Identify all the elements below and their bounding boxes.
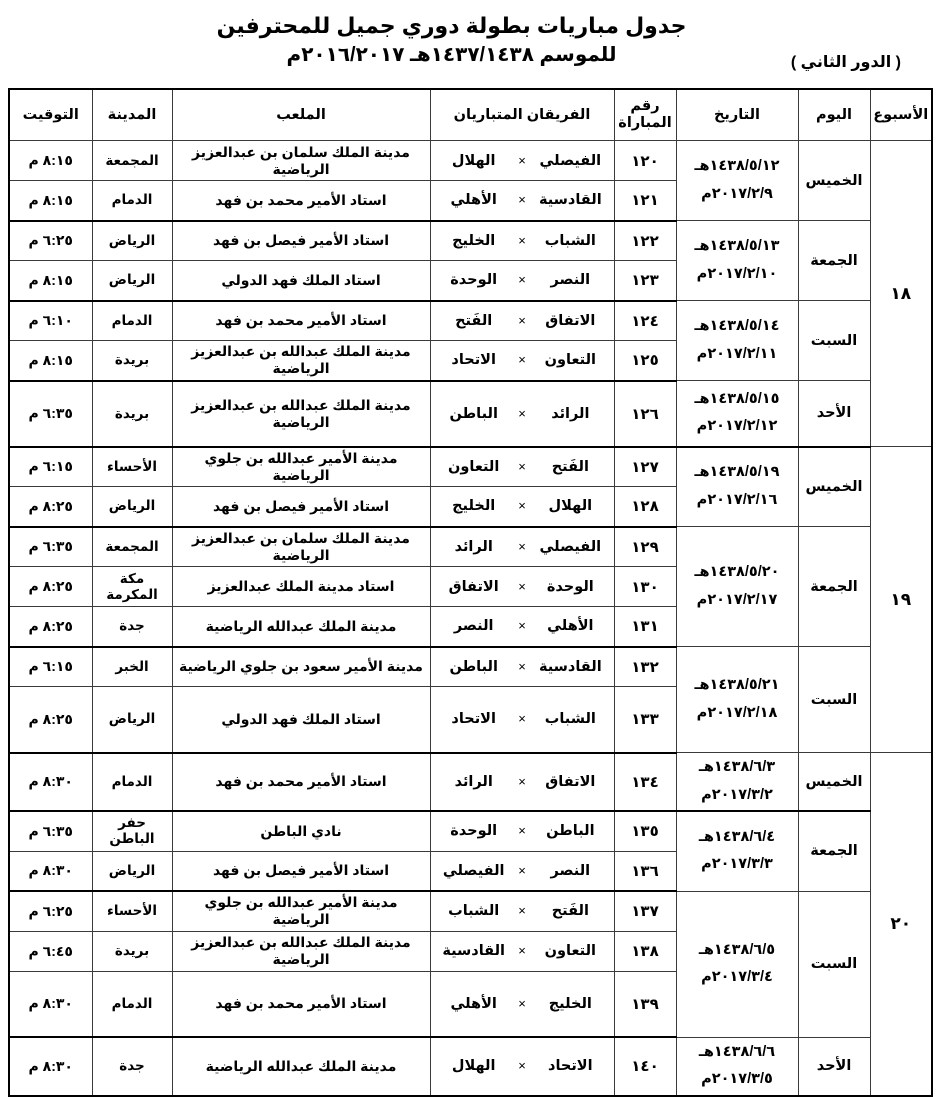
col-header-match-no-line1: رقم [630, 98, 660, 115]
teams-cell [430, 891, 614, 931]
day-name-cell: السبت [798, 891, 870, 1037]
versus-symbol: × [518, 152, 526, 168]
versus-symbol: × [518, 458, 526, 474]
date-cell [676, 221, 798, 301]
team-b: الوحدة [450, 823, 498, 840]
team-a: الفَتح [551, 458, 589, 475]
team-a: الهلال [548, 498, 593, 515]
stadium-cell: استاد الأمير محمد بن فهد [172, 971, 430, 1037]
time-cell: ٦:١٥ م [9, 447, 92, 487]
teams-cell [430, 851, 614, 891]
date-cell [676, 447, 798, 527]
stadium-cell: مدينة الأمير عبدالله بن جلوي الرياضية [172, 447, 430, 487]
city-cell: بريدة [92, 341, 172, 381]
match-number-cell: ١٢٤ [614, 301, 676, 341]
time-cell: ٦:٣٥ م [9, 527, 92, 567]
team-a: القادسية [538, 658, 602, 675]
teams-cell [430, 647, 614, 687]
hijri-date: ١٤٣٨/٥/١٩هـ [694, 464, 780, 481]
versus-symbol: × [518, 823, 526, 839]
round-label: ( الدور الثاني ) [790, 54, 901, 71]
col-header-teams: الفريقان المتباريان [430, 89, 614, 141]
schedule-table-wrap [10, 88, 933, 1097]
date-cell [676, 141, 798, 221]
hijri-date: ١٤٣٨/٥/١٥هـ [694, 390, 780, 407]
versus-symbol: × [518, 1058, 526, 1074]
team-b: الفيصلي [442, 862, 505, 879]
stadium-cell: استاد الأمير محمد بن فهد [172, 181, 430, 221]
date-cell [676, 647, 798, 753]
match-number-cell: ١٢٦ [614, 381, 676, 447]
col-header-match-no-line2: المباراة [618, 115, 672, 131]
match-number-cell: ١٢٢ [614, 221, 676, 261]
stadium-cell: استاد الأمير محمد بن فهد [172, 301, 430, 341]
table-row [9, 753, 932, 812]
col-header-city: المدينة [92, 89, 172, 141]
city-cell: الدمام [92, 181, 172, 221]
city-cell: الرياض [92, 221, 172, 261]
teams-cell [430, 301, 614, 341]
teams-cell [430, 527, 614, 567]
day-name-cell: الجمعة [798, 527, 870, 647]
time-cell: ٨:١٥ م [9, 261, 92, 301]
day-name-cell: الخميس [798, 753, 870, 812]
teams-cell [430, 753, 614, 812]
versus-symbol: × [518, 272, 526, 288]
city-cell: الخبر [92, 647, 172, 687]
week-number-cell: ١٨ [870, 141, 932, 447]
versus-symbol: × [518, 658, 526, 674]
time-cell: ٨:٣٠ م [9, 753, 92, 812]
match-number-cell: ١٢٩ [614, 527, 676, 567]
city-cell: مكة المكرمة [92, 567, 172, 607]
team-a: النصر [550, 272, 591, 289]
city-cell: الأحساء [92, 891, 172, 931]
city-cell: الرياض [92, 487, 172, 527]
team-a: الاتفاق [545, 773, 596, 790]
team-a: النصر [550, 862, 591, 879]
stadium-cell: مدينة الملك عبدالله الرياضية [172, 607, 430, 647]
team-a: الوحدة [546, 578, 594, 595]
header-row [9, 89, 932, 141]
gregorian-date: ٢٠١٧/٣/٢م [701, 786, 773, 803]
versus-symbol: × [518, 232, 526, 248]
match-number-cell: ١٣٨ [614, 931, 676, 971]
versus-symbol: × [518, 192, 526, 208]
team-b: الرائد [454, 773, 493, 790]
col-header-stadium: الملعب [172, 89, 430, 141]
hijri-date: ١٤٣٨/٦/٥هـ [698, 941, 776, 958]
table-row [9, 811, 932, 851]
team-b: الهلال [451, 1058, 496, 1075]
team-b: النصر [453, 618, 494, 635]
stadium-cell: مدينة الملك عبدالله بن عبدالعزيز الرياضية [172, 381, 430, 447]
teams-cell [430, 221, 614, 261]
city-cell: حفر الباطن [92, 811, 172, 851]
versus-symbol: × [518, 995, 526, 1011]
city-cell: بريدة [92, 381, 172, 447]
match-number-cell: ١٢٠ [614, 141, 676, 181]
col-header-day: اليوم [798, 89, 870, 141]
time-cell: ٨:١٥ م [9, 141, 92, 181]
team-a: القادسية [538, 192, 602, 209]
team-a: الاتفاق [545, 312, 596, 329]
team-a: الخليج [548, 995, 592, 1012]
team-b: الفَتح [455, 312, 493, 329]
city-cell: بريدة [92, 931, 172, 971]
match-number-cell: ١٣٧ [614, 891, 676, 931]
date-cell [676, 527, 798, 647]
city-cell: المجمعة [92, 141, 172, 181]
team-a: الباطن [546, 823, 595, 840]
match-number-cell: ١٤٠ [614, 1037, 676, 1096]
time-cell: ٦:٢٥ م [9, 221, 92, 261]
stadium-cell: استاد الأمير فيصل بن فهد [172, 221, 430, 261]
versus-symbol: × [518, 862, 526, 878]
stadium-cell: مدينة الملك سلمان بن عبدالعزيز الرياضية [172, 141, 430, 181]
team-b: الباطن [449, 405, 498, 422]
team-b: الشباب [448, 903, 500, 920]
team-a: الشباب [544, 232, 596, 249]
hijri-date: ١٤٣٨/٥/١٢هـ [694, 157, 780, 174]
stadium-cell: استاد مدينة الملك عبدالعزيز [172, 567, 430, 607]
table-row [9, 301, 932, 341]
gregorian-date: ٢٠١٧/٣/٥م [701, 1071, 773, 1088]
stadium-cell: مدينة الملك عبدالله بن عبدالعزيز الرياضية [172, 931, 430, 971]
teams-cell [430, 261, 614, 301]
team-a: الفَتح [551, 903, 589, 920]
team-b: الاتحاد [451, 711, 496, 728]
hijri-date: ١٤٣٨/٦/٣هـ [698, 759, 776, 775]
match-number-cell: ١٣٦ [614, 851, 676, 891]
city-cell: الرياض [92, 851, 172, 891]
stadium-cell: استاد الأمير فيصل بن فهد [172, 851, 430, 891]
hijri-date: ١٤٣٨/٥/٢٠هـ [694, 563, 780, 580]
day-name-cell: الأحد [798, 381, 870, 447]
versus-symbol: × [518, 498, 526, 514]
gregorian-date: ٢٠١٧/٣/٤م [701, 969, 773, 986]
page-title: جدول مباريات بطولة دوري جميل للمحترفين [216, 13, 687, 38]
time-cell: ٨:٣٠ م [9, 1037, 92, 1096]
day-name-cell: الخميس [798, 447, 870, 527]
date-cell [676, 811, 798, 891]
col-header-time: التوقيت [9, 89, 92, 141]
match-number-cell: ١٣٤ [614, 753, 676, 812]
team-a: التعاون [544, 352, 596, 369]
match-number-cell: ١٣١ [614, 607, 676, 647]
table-row [9, 141, 932, 181]
team-b: التعاون [448, 458, 500, 475]
team-b: الاتحاد [451, 352, 496, 369]
time-cell: ٨:٢٥ م [9, 687, 92, 753]
match-number-cell: ١٢٨ [614, 487, 676, 527]
col-header-week: الأسبوع [870, 89, 932, 141]
team-a: الاتحاد [548, 1058, 593, 1075]
team-b: الأهلي [450, 192, 497, 209]
day-name-cell: الجمعة [798, 811, 870, 891]
table-row [9, 221, 932, 261]
match-number-cell: ١٣٥ [614, 811, 676, 851]
team-b: الاتفاق [448, 578, 499, 595]
table-header [9, 89, 932, 141]
date-cell [676, 1037, 798, 1096]
versus-symbol: × [518, 903, 526, 919]
team-b: القادسية [442, 943, 506, 960]
city-cell: الرياض [92, 261, 172, 301]
team-a: الفيصلي [539, 538, 602, 555]
city-cell: جدة [92, 607, 172, 647]
day-name-cell: الخميس [798, 141, 870, 221]
hijri-date: ١٤٣٨/٦/٤هـ [698, 828, 776, 845]
gregorian-date: ٢٠١٧/٢/٩م [701, 185, 773, 202]
city-cell: المجمعة [92, 527, 172, 567]
table-row [9, 527, 932, 567]
gregorian-date: ٢٠١٧/٢/١٠م [696, 265, 778, 282]
table-row [9, 381, 932, 447]
gregorian-date: ٢٠١٧/٢/١٢م [696, 418, 778, 435]
team-b: الباطن [449, 658, 498, 675]
teams-cell [430, 607, 614, 647]
team-a: الشباب [544, 711, 596, 728]
stadium-cell: مدينة الملك سلمان بن عبدالعزيز الرياضية [172, 527, 430, 567]
teams-cell [430, 381, 614, 447]
city-cell: الرياض [92, 687, 172, 753]
time-cell: ٨:٢٥ م [9, 567, 92, 607]
time-cell: ٨:٣٠ م [9, 851, 92, 891]
time-cell: ٨:١٥ م [9, 181, 92, 221]
day-name-cell: السبت [798, 301, 870, 381]
date-cell [676, 753, 798, 812]
gregorian-date: ٢٠١٧/٢/١١م [696, 345, 778, 362]
versus-symbol: × [518, 312, 526, 328]
team-b: الخليج [452, 498, 496, 515]
gregorian-date: ٢٠١٧/٢/١٧م [696, 591, 778, 608]
teams-cell [430, 447, 614, 487]
hijri-date: ١٤٣٨/٥/١٤هـ [694, 317, 780, 334]
match-number-cell: ١٣٣ [614, 687, 676, 753]
table-row [9, 647, 932, 687]
versus-symbol: × [518, 538, 526, 554]
versus-symbol: × [518, 578, 526, 594]
time-cell: ٦:٢٥ م [9, 891, 92, 931]
stadium-cell: استاد الأمير فيصل بن فهد [172, 487, 430, 527]
city-cell: الدمام [92, 971, 172, 1037]
time-cell: ٦:٣٥ م [9, 381, 92, 447]
city-cell: الدمام [92, 301, 172, 341]
match-number-cell: ١٢٥ [614, 341, 676, 381]
teams-cell [430, 141, 614, 181]
match-number-cell: ١٣٠ [614, 567, 676, 607]
day-name-cell: السبت [798, 647, 870, 753]
hijri-date: ١٤٣٨/٦/٦هـ [698, 1043, 776, 1060]
time-cell: ٦:١٠ م [9, 301, 92, 341]
versus-symbol: × [518, 352, 526, 368]
gregorian-date: ٢٠١٧/٣/٣م [701, 856, 773, 873]
team-b: الأهلي [450, 995, 497, 1012]
match-number-cell: ١٣٢ [614, 647, 676, 687]
table-row [9, 891, 932, 931]
team-b: الهلال [451, 152, 496, 169]
date-cell [676, 301, 798, 381]
teams-cell [430, 971, 614, 1037]
teams-cell [430, 1037, 614, 1096]
teams-cell [430, 341, 614, 381]
time-cell: ٦:٣٥ م [9, 811, 92, 851]
time-cell: ٨:٢٥ م [9, 607, 92, 647]
table-row [9, 447, 932, 487]
col-header-date: التاريخ [676, 89, 798, 141]
time-cell: ٦:٤٥ م [9, 931, 92, 971]
time-cell: ٨:١٥ م [9, 341, 92, 381]
teams-cell [430, 811, 614, 851]
versus-symbol: × [518, 711, 526, 727]
teams-cell [430, 931, 614, 971]
gregorian-date: ٢٠١٧/٢/١٨م [696, 704, 778, 721]
team-b: الرائد [454, 538, 493, 555]
stadium-cell: مدينة الأمير سعود بن جلوي الرياضية [172, 647, 430, 687]
hijri-date: ١٤٣٨/٥/٢١هـ [694, 676, 780, 693]
hijri-date: ١٤٣٨/٥/١٣هـ [694, 237, 780, 254]
teams-cell [430, 181, 614, 221]
match-number-cell: ١٢١ [614, 181, 676, 221]
week-number-cell: ٢٠ [870, 753, 932, 1096]
col-header-match-no [614, 89, 676, 141]
page-subtitle: للموسم ١٤٣٧/١٤٣٨هـ ٢٠١٦/٢٠١٧م [286, 43, 617, 66]
versus-symbol: × [518, 405, 526, 421]
table-body [9, 141, 932, 1096]
gregorian-date: ٢٠١٧/٢/١٦م [696, 491, 778, 508]
stadium-cell: مدينة الملك عبدالله الرياضية [172, 1037, 430, 1096]
stadium-cell: مدينة الملك عبدالله بن عبدالعزيز الرياضية [172, 341, 430, 381]
day-name-cell: الجمعة [798, 221, 870, 301]
team-a: الأهلي [547, 618, 594, 635]
teams-cell [430, 487, 614, 527]
match-number-cell: ١٣٩ [614, 971, 676, 1037]
team-b: الوحدة [450, 272, 498, 289]
city-cell: جدة [92, 1037, 172, 1096]
day-name-cell: الأحد [798, 1037, 870, 1096]
team-a: التعاون [544, 943, 596, 960]
stadium-cell: استاد الملك فهد الدولي [172, 687, 430, 753]
table-row [9, 1037, 932, 1096]
versus-symbol: × [518, 773, 526, 789]
match-number-cell: ١٢٣ [614, 261, 676, 301]
date-cell [676, 891, 798, 1037]
stadium-cell: استاد الملك فهد الدولي [172, 261, 430, 301]
teams-cell [430, 687, 614, 753]
time-cell: ٦:١٥ م [9, 647, 92, 687]
stadium-cell: مدينة الأمير عبدالله بن جلوي الرياضية [172, 891, 430, 931]
date-cell [676, 381, 798, 447]
teams-cell [430, 567, 614, 607]
stadium-cell: نادي الباطن [172, 811, 430, 851]
city-cell: الدمام [92, 753, 172, 812]
time-cell: ٨:٢٥ م [9, 487, 92, 527]
team-a: الرائد [551, 405, 590, 422]
time-cell: ٨:٣٠ م [9, 971, 92, 1037]
team-b: الخليج [452, 232, 496, 249]
match-number-cell: ١٢٧ [614, 447, 676, 487]
stadium-cell: استاد الأمير محمد بن فهد [172, 753, 430, 812]
team-a: الفيصلي [539, 152, 602, 169]
week-number-cell: ١٩ [870, 447, 932, 753]
schedule-table [8, 88, 933, 1097]
versus-symbol: × [518, 943, 526, 959]
versus-symbol: × [518, 618, 526, 634]
city-cell: الأحساء [92, 447, 172, 487]
